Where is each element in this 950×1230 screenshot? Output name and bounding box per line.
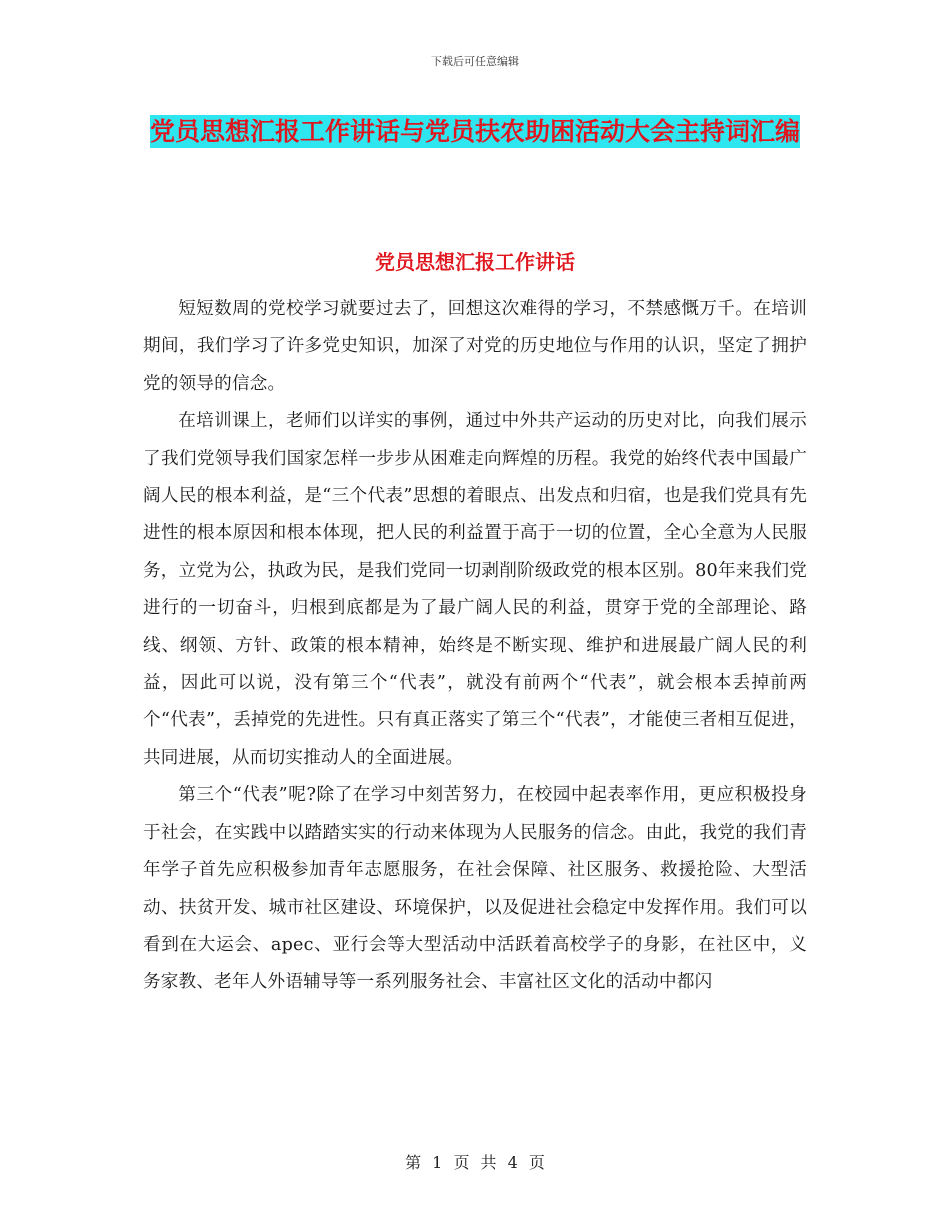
header-note: 下载后可任意编辑 [431, 55, 519, 68]
document-title-text: 党员思想汇报工作讲话与党员扶农助困活动大会主持词汇编 [149, 117, 800, 146]
body-text [143, 291, 807, 1002]
page-footer: 第 1 页 共 4 页 [405, 1153, 545, 1172]
paragraph: 在培训课上，老师们以详实的事例，通过中外共产运动的历史对比，向我们展示了我们党领导我们国家怎样一步步从困难走向辉煌的历程。我党的始终代表中国最广阔人民的根本利益，是“三个代表”思想的着眼点、出发点和归宿，也是我们党具有先进性的根本原因和根本体现，把人民的利益置于高于一切的位置，全心全意为人民服务，立党为公，执政为民，是我们党同一切剥削阶级政党的根本区别。80年来我们党进行的一切奋斗，归根到底都是为了最广阔人民的利益，贯穿于党的全部理论、路线、纲领、方针、政策的根本精神，始终是不断实现、维护和进展最广阔人民的利益，因此可以说，没有第三个“代表”，就没有前两个“代表”，就会根本丢掉前两个“代表”，丢掉党的先进性。只有真正落实了第三个“代表”，才能使三者相互促进，共同进展，从而切实推动人的全面进展。 [143, 411, 807, 768]
paragraph: 短短数周的党校学习就要过去了，回想这次难得的学习，不禁感慨万千。在培训期间，我们学习了许多党史知识，加深了对党的历史地位与作用的认识，坚定了拥护党的领导的信念。 [143, 299, 807, 394]
paragraph: 第三个“代表”呢?除了在学习中刻苦努力，在校园中起表率作用，更应积极投身于社会，在实践中以踏踏实实的行动来体现为人民服务的信念。由此，我党的我们青年学子首先应积极参加青年志愿服务，在社会保障、社区服务、救援抢险、大型活动、扶贫开发、城市社区建设、环境保护，以及促进社会稳定中发挥作用。我们可以看到在大运会、apec、亚行会等大型活动中活跃着高校学子的身影，在社区中，义务家教、老年人外语辅导等一系列服务社会、丰富社区文化的活动中都闪 [143, 785, 807, 993]
section-heading: 党员思想汇报工作讲话 [375, 250, 575, 274]
document-title [140, 110, 810, 154]
